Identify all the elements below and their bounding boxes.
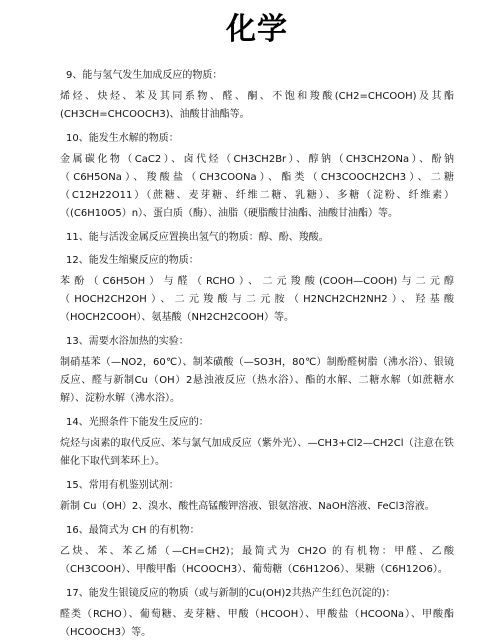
section-15 bbox=[60, 478, 454, 516]
section-10 bbox=[60, 131, 454, 223]
section-body: 苯酚（C6H5OH）与醛（RCHO）、二元羧酸(COOH—COOH)与二元醇（HOCH2CH2OH）、二元羧酸与二元胺（H2NCH2CH2NH2）、羟基酸（HOCH2COOH）、氨基酸（NH2CH2COOH）等。 bbox=[60, 276, 454, 323]
section-heading: 16、最简式为 CH 的有机物： bbox=[66, 525, 200, 536]
section-body: 醛类（RCHO）、葡萄糖、麦芽糖、甲酸（HCOOH）、甲酸盐（HCOONa）、甲酸酯（HCOOCH3）等。 bbox=[60, 609, 454, 638]
section-body: 新制 Cu（OH）2、溴水、酸性高锰酸钾溶液、银氨溶液、NaOH溶液、FeCl3溶液。 bbox=[60, 501, 435, 512]
section-body: 烷烃与卤素的取代反应、苯与氯气加成反应（紫外光）、—CH3+Cl2—CH2Cl（注意在铁催化下取代到苯环上）。 bbox=[60, 438, 454, 467]
section-body: 金属碳化物（CaC2）、卤代烃（CH3CH2Br）、醇钠（CH3CH2ONa）、酚钠（C6H5ONa）、羧酸盐（CH3COONa）、酯类（CH3COOCH2CH3）、二糖（C12H22O11）（蔗糖、麦芽糖、纤维二糖、乳糖）、多糖（淀粉、纤维素）（(C6H10O5）n）、蛋白质（酶）、油脂（硬脂酸甘油酯、油酸甘油酯）等。 bbox=[60, 154, 454, 219]
section-body: 烯烃、炔烃、苯及其同系物、醛、酮、不饱和羧酸(CH2=CHCOOH)及其酯(CH3CH=CHCOOCH3)、油酸甘油酯等。 bbox=[60, 91, 454, 120]
section-heading: 12、能发生缩聚反应的物质： bbox=[66, 255, 199, 266]
section-body: 制硝基苯（—NO2，60℃）、制苯磺酸（—SO3H，80℃）制酚醛树脂（沸水浴）、银镜反应、醛与新制Cu（OH）2悬浊液反应（热水浴）、酯的水解、二糖水解（如蔗糖水解）、淀粉水解（沸水浴）。 bbox=[60, 357, 454, 404]
section-17 bbox=[60, 586, 454, 642]
section-heading: 15、常用有机鉴别试剂： bbox=[66, 480, 179, 491]
section-heading: 13、需要水浴加热的实验： bbox=[66, 336, 189, 347]
section-heading: 9、能与氢气发生加成反应的物质： bbox=[66, 70, 223, 81]
section-16 bbox=[60, 523, 454, 579]
section-list bbox=[60, 68, 454, 642]
page-title: 化学 bbox=[226, 12, 288, 47]
section-heading: 14、光照条件下能发生反应的： bbox=[66, 417, 209, 428]
section-11 bbox=[60, 230, 454, 246]
section-12 bbox=[60, 253, 454, 327]
section-heading: 11、能与活泼金属反应置换出氢气的物质：醇、酚、羧酸。 bbox=[66, 232, 329, 243]
section-9 bbox=[60, 68, 454, 124]
section-body: 乙炔、苯、苯乙烯（—CH=CH2)；最简式为 CH2O 的有机物：甲醛、乙酸（CH3COOH）、甲酸甲酯（HCOOCH3）、葡萄糖（C6H12O6）、果糖（C6H12O6）。 bbox=[60, 546, 454, 575]
section-heading: 10、能发生水解的物质： bbox=[66, 133, 179, 144]
section-13 bbox=[60, 334, 454, 408]
section-14 bbox=[60, 415, 454, 471]
section-heading: 17、能发生银镜反应的物质（或与新制的Cu(OH)2共热产生红色沉淀的)： bbox=[66, 588, 396, 599]
